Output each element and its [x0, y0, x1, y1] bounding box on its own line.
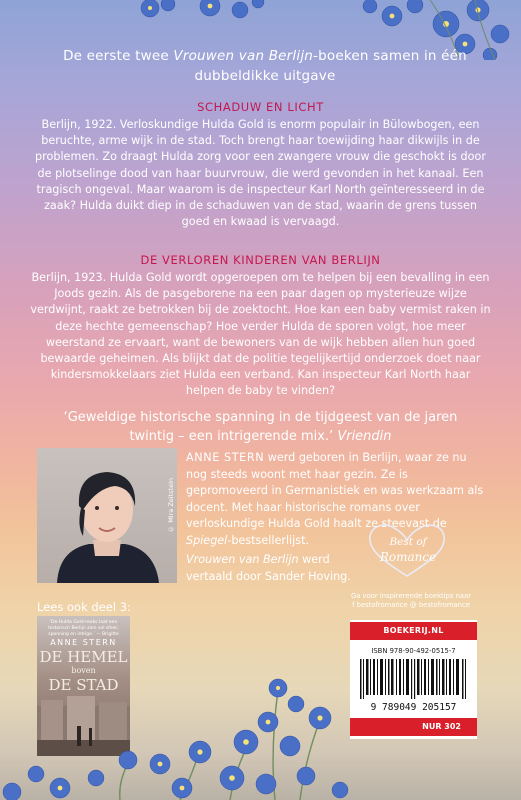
author-bio-italic: Spiegel	[186, 533, 228, 547]
book1-synopsis: Berlijn, 1922. Verloskundige Hulda Gold is enorm populair in Bülowbogen, een beruchte, arme wijk in de stad. Toch brengt haar toewijding haar dikwijls in de problemen. Zo draagt Hulda zorg voor een zwangere vrouw die geschokt is door de plotselinge dood van haar buurvrouw, die werd gevonden in het kanaal. Een tragisch ongeval. Maar waarom is de inspecteur Karl North geïnteresseerd in de zaak? Hulda duikt diep in de schaduwen van de stad, waarin de grens tussen goed en kwaad is vervaagd.	[35, 118, 486, 229]
translator-text: werd vertaald door Sander Hoving.	[186, 553, 351, 583]
publisher-url: BOEKERIJ.NL	[350, 622, 477, 640]
author-photo	[37, 448, 177, 583]
book3-cover-title-1: DE HEMEL	[39, 648, 128, 666]
quote-source: Vriendin	[337, 429, 392, 444]
author-portrait-illustration	[37, 448, 177, 583]
translator-series: Vrouwen van Berlijn	[186, 553, 299, 566]
author-bio-part2: -bestsellerlijst.	[227, 533, 310, 547]
book2-synopsis: Berlijn, 1923. Hulda Gold wordt opgeroepen om te helpen bij een bevalling in een Joods gezin. Als de pasgeborene na een paar dagen op mysterieuze wijze verdwijnt, raakt ze betrokken bij de zoektocht. Hoe kan een baby vermist raken in deze hechte gemeenschap? Hoe verder Hulda de sporen volgt, hoe meer weerstand ze ervaart, want de bewoners van de wijk hebben allen hun goed bewaarde geheimen. Als blijkt dat de politie tegelijkertijd onderzoek doet naar kindersmokkelaars ziet Hulda een verband. Kan inspecteur Karl North haar helpen de baby te vinden?	[30, 271, 491, 398]
also-read-label: Lees ook deel 3:	[37, 600, 131, 614]
isbn-text: ISBN 978-90-492-0515-7	[371, 647, 456, 655]
badge-line2: Romance	[379, 550, 437, 564]
translator-credit	[186, 552, 376, 585]
book1-title: SCHADUW EN LICHT	[197, 100, 324, 114]
author-name: ANNE STERN	[186, 451, 265, 464]
intro-series-title: Vrouwen van Berlijn	[173, 48, 314, 64]
author-bio-part1: werd geboren in Berlijn, waar ze nu nog steeds woont met haar gezin. Ze is gepromoveerd in Germanistiek en was werkzaam als docent. Met haar historische romans over verloskundige Hulda Gold haalt ze steevast de	[186, 451, 484, 530]
quote-text: ‘Geweldige historische spanning in de tijdgeest van de jaren twintig – een intrigerende mix.’	[63, 410, 458, 444]
book2-title: DE VERLOREN KINDEREN VAN BERLIJN	[140, 253, 381, 267]
press-quote	[40, 408, 481, 446]
book3-cover-blurb: ‘De Hulda Gold-reeks laat een historisch Berlijn zien vol sfeer, spanning en intrige.’ — Brigitte	[48, 620, 119, 637]
social-line1: Ga voor inspirerende boektips naar	[350, 592, 472, 600]
book3-cover-title-2: boven	[71, 666, 96, 675]
barcode-icon	[358, 659, 470, 699]
intro-text	[60, 46, 470, 86]
social-links	[336, 592, 486, 610]
barcode-number: 9 789049 205157	[370, 702, 457, 713]
nur-code: NUR 302	[350, 718, 477, 736]
photo-credit: © Mira Zeitstein	[167, 478, 175, 533]
intro-before: De eerste twee	[63, 48, 174, 64]
intro-after: -boeken samen in één dubbeldikke uitgave	[194, 48, 467, 84]
book3-cover-author: ANNE STERN	[50, 638, 117, 647]
badge-line1: Best of	[389, 536, 427, 548]
book3-cover-title-3: DE STAD	[48, 676, 119, 694]
social-line2: f bestofromance @ bestofromance	[352, 601, 470, 609]
